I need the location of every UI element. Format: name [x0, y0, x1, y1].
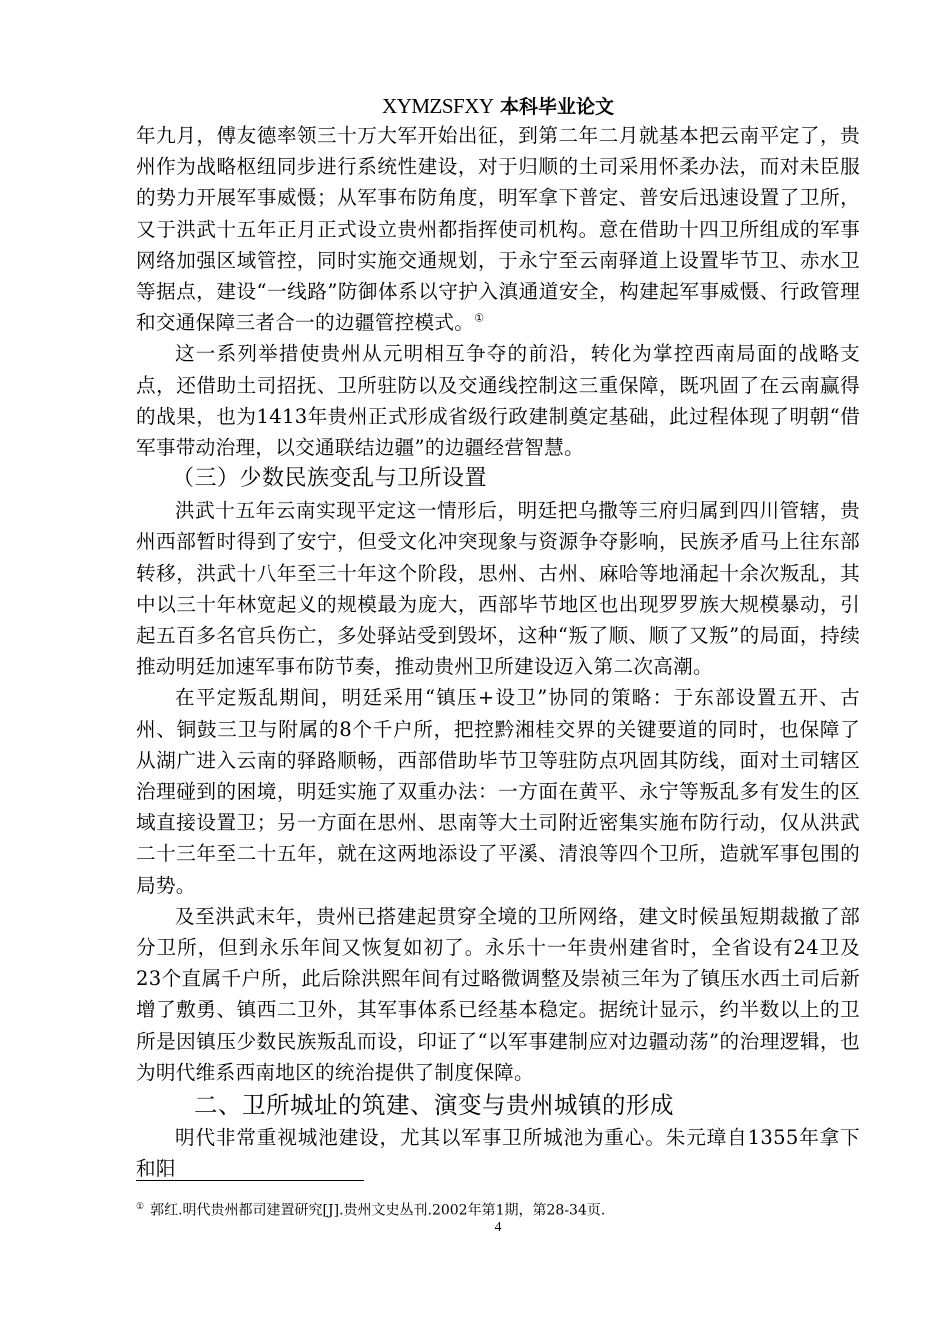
paragraph: 洪武十五年云南实现平定这一情形后，明廷把乌撒等三府归属到四川管辖，贵州西部暂时得到了安宁，但受文化冲突现象与资源争夺影响，民族矛盾马上往东部转移，洪武十八年至三十年这个阶段，思州、古州、麻哈等地涌起十余次叛乱，其中以三十年林宽起义的规模最为庞大，西部毕节地区也出现罗罗族大规模暴动，引起五百多名官兵伤亡，多处驿站受到毁坏，这种“叛了顺、顺了又叛”的局面，持续推动明廷加速军事布防节奏，推动贵州卫所建设迈入第二次高潮。 — [136, 499, 860, 679]
footnote-text: 郭红.明代贵州都司建置研究[J].贵州文史丛刊.2002年第1期，第28-34页. — [150, 1202, 606, 1219]
paragraph-continued: 年九月，傅友德率领三十万大军开始出征，到第二年二月就基本把云南平定了，贵州作为战略枢纽同步进行系统性建设，对于归顺的土司采用怀柔办法，而对未臣服的势力开展军事威慑；从军事布防角度，明军拿下普定、普安后迅速设置了卫所，又于洪武十五年正月正式设立贵州都指挥使司机构。意在借助十四卫所组成的军事网络加强区域管控，同时实施交通规划，于永宁至云南驿道上设置毕节卫、赤水卫等据点，建设“一线路”防御体系以守护入滇通道安全，构建起军事威慑、行政管理和交通保障三者合一的边疆管控模式。① — [136, 124, 860, 335]
document-body — [136, 120, 860, 1185]
running-header — [136, 92, 860, 121]
header-school-code: XYMZSFXY — [382, 94, 494, 118]
paragraph: 这一系列举措使贵州从元明相互争夺的前沿，转化为掌控西南局面的战略支点，还借助土司招抚、卫所驻防以及交通线控制这三重保障，既巩固了在云南赢得的战果，也为1413年贵州正式形成省级行政建制奠定基础，此过程体现了明朝“借军事带动治理，以交通联结边疆”的边疆经营智慧。 — [136, 342, 860, 460]
paragraph: 及至洪武末年，贵州已搭建起贯穿全境的卫所网络，建文时候虽短期裁撤了部分卫所，但到永乐年间又恢复如初了。永乐十一年贵州建省时，全省设有24卫及23个直属千户所，此后除洪熙年间有过略微调整及崇祯三年为了镇压水西土司后新增了敷勇、镇西二卫外，其军事体系已经基本稳定。据统计显示，约半数以上的卫所是因镇压少数民族叛乱而设，印证了“以军事建制应对边疆动荡”的治理逻辑，也为明代维系西南地区的统治提供了制度保障。 — [136, 904, 860, 1084]
paragraph: 明代非常重视城池建设，尤其以军事卫所城池为重心。朱元璋自1355年拿下和阳 — [136, 1126, 860, 1181]
section-heading: （三）少数民族变乱与卫所设置 — [172, 466, 488, 492]
paragraph: 在平定叛乱期间，明廷采用“镇压+设卫”协同的策略：于东部设置五开、古州、铜鼓三卫与附属的8个千户所，把控黔湘桂交界的关键要道的同时，也保障了从湖广进入云南的驿路顺畅，西部借助毕节卫等驻防点巩固其防线，面对土司辖区治理碰到的困境，明廷实施了双重办法：一方面在黄平、永宁等叛乱多有发生的区域直接设置卫；另一方面在思州、思南等大土司附近密集实施布防行动，仅从洪武二十三年至二十五年，就在这两地添设了平溪、清浪等四个卫所，造就军事包围的局势。 — [136, 686, 860, 897]
footnote-reference[interactable]: ① — [474, 311, 485, 325]
page-number: 4 — [494, 1220, 502, 1235]
footnote — [136, 1198, 860, 1220]
footnote-separator — [136, 1180, 364, 1181]
header-thesis-label: 本科毕业论文 — [499, 96, 614, 118]
footnote-mark: ① — [136, 1202, 145, 1212]
chapter-heading: 二、卫所城址的筑建、演变与贵州城镇的形成 — [194, 1091, 674, 1120]
